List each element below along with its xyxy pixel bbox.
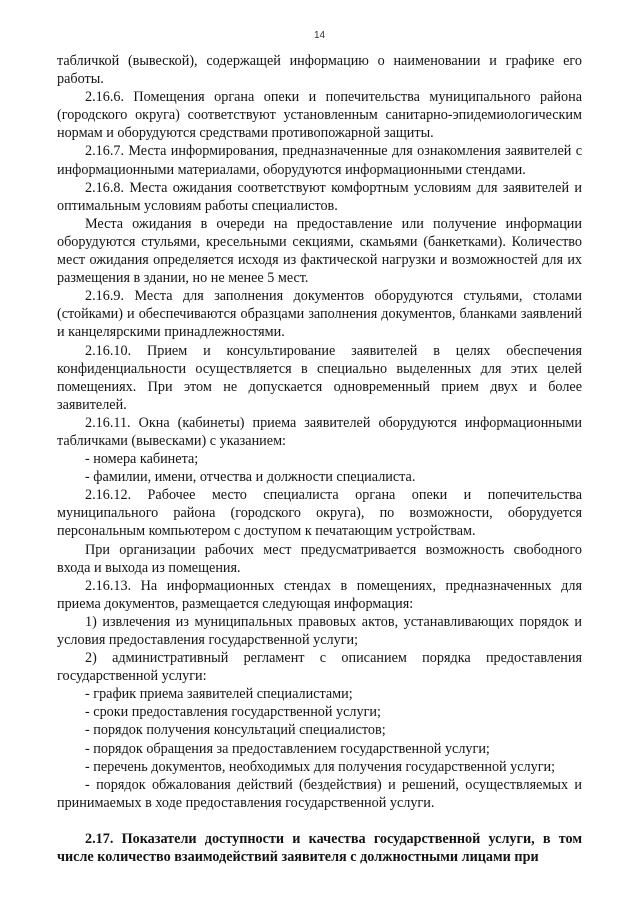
document-body xyxy=(57,52,582,866)
list-item: - порядок обжалования действий (бездействия) и решений, осуществляемых и принимаемых в ходе предоставления государственной услуги. xyxy=(57,776,582,811)
list-item: - перечень документов, необходимых для получения государственной услуги; xyxy=(85,758,556,775)
page-number: 14 xyxy=(313,30,326,41)
paragraph-2-16-6: 2.16.6. Помещения органа опеки и попечительства муниципального района (городского округа) соответствуют установленным санитарно-эпидемиологическим нормам и оборудуются средствами противопожарной защиты. xyxy=(57,89,582,142)
paragraph-continuation: табличкой (вывеской), содержащей информацию о наименовании и графике его работы. xyxy=(57,53,582,88)
list-item: - номера кабинета; xyxy=(85,451,199,468)
list-item: - порядок получения консультаций специалистов; xyxy=(85,722,386,739)
paragraph-2-16-8: 2.16.8. Места ожидания соответствуют комфортным условиям для заявителей и оптимальным условиям работы специалистов. xyxy=(57,179,582,214)
list-item: - график приема заявителей специалистами; xyxy=(85,686,353,703)
list-item: - фамилии, имени, отчества и должности специалиста. xyxy=(85,469,416,486)
list-item: 1) извлечения из муниципальных правовых актов, устанавливающих порядок и условия предоставления государственной услуги; xyxy=(57,613,582,648)
list-item: - сроки предоставления государственной услуги; xyxy=(85,704,381,721)
list-item: 2) административный регламент с описанием порядка предоставления государственной услуги: xyxy=(57,650,582,685)
paragraph-waiting-places: Места ожидания в очереди на предоставление или получение информации оборудуются стульями, кресельными секциями, скамьями (банкетками). Количество мест ожидания определяется исходя из фактической нагрузки и возможностей для их размещения в здании, но не менее 5 мест. xyxy=(57,215,582,287)
paragraph-2-16-7: 2.16.7. Места информирования, предназначенные для ознакомления заявителей с информационными материалами, оборудуются информационными стендами. xyxy=(57,143,582,178)
section-heading: 2.17. Показатели доступности и качества государственной услуги, в том числе количество взаимодействий заявителя с должностными лицами при xyxy=(57,830,582,866)
paragraph-workplace-organization: При организации рабочих мест предусматривается возможность свободного входа и выхода из помещения. xyxy=(57,541,582,576)
paragraph-2-16-13: 2.16.13. На информационных стендах в помещениях, предназначенных для приема документов, размещается следующая информация: xyxy=(57,577,582,612)
paragraph-2-16-10: 2.16.10. Прием и консультирование заявителей в целях обеспечения конфиденциальности осуществляется в специально выделенных для этих целей помещениях. При этом не допускается одновременный прием двух и более заявителей. xyxy=(57,342,582,413)
list-item: - порядок обращения за предоставлением государственной услуги; xyxy=(85,740,490,757)
section-spacer xyxy=(57,812,582,830)
paragraph-2-16-9: 2.16.9. Места для заполнения документов оборудуются стульями, столами (стойками) и обеспечиваются образцами заполнения документов, бланками заявлений и канцелярскими принадлежностями. xyxy=(57,288,582,341)
paragraph-2-16-12: 2.16.12. Рабочее место специалиста органа опеки и попечительства муниципального района (городского округа), по возможности, оборудуется персональным компьютером с доступом к печатающим устройствам. xyxy=(57,487,582,540)
paragraph-2-16-11: 2.16.11. Окна (кабинеты) приема заявителей оборудуются информационными табличками (вывесками) с указанием: xyxy=(57,414,582,449)
